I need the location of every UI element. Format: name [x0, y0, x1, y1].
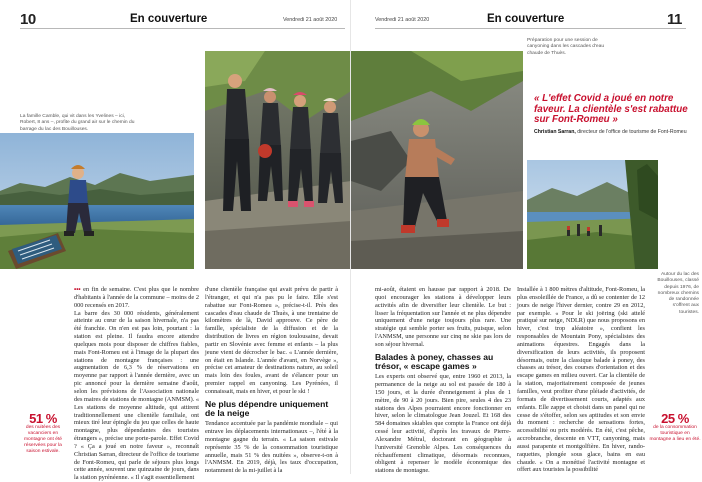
stat-value-left: 51 % — [29, 411, 57, 426]
photo-lake-hikers — [527, 160, 658, 269]
pull-quote-text: « L'effet Covid a joué en notre faveur. La clientèle s'est rabattue sur Font-Romeu » — [534, 93, 688, 126]
dateline-left: Vendredi 21 août 2020 — [283, 17, 338, 23]
photo-caption-left: La famille Camble, qui vit dans les Yvelines – ici, Robert, 8 ans –, profite du grand air sur le chemin du barrage du lac des Bouillouses. — [20, 114, 135, 132]
stat-box-right — [649, 412, 701, 443]
page-number-right: 11 — [667, 11, 682, 28]
photo-canyoning-left — [205, 51, 351, 269]
article-paragraph: Tendance accentuée par la pandémie mondiale – qui entrave les déplacements internationaux –, l'été à la montagne gagne du terrain. « La saison estivale représente 35 % de la consommation touristique annuelle, mais 51 % des nuitées », observe-t-on à l'ANMSM. En 2019, déjà, les taux d'occupation, notamment de la mi-juillet à la — [205, 420, 338, 475]
section-rubric-left: En couverture — [130, 13, 208, 25]
dateline-right: Vendredi 21 août 2020 — [375, 17, 430, 23]
article-paragraph: La barre des 30 000 résidents, généralement atteinte au cœur de la saison hivernale, n'a pas été franchie. On n'en est pas loin, pourtant : la station est pleine. Il faudra encore attendre quelques mois pour disposer de chiffres fiables, mais Font-Romeu est à l'image de la plupart des stations de montagne françaises : une augmentation de 6,3 % de réservations en moyenne par rapport à l'année dernière, avec un pic annoncé pour la dernière semaine d'août, selon les prévisions de l'Association nationale des maires de stations de montagne (ANMSM). « Les stations de moyenne altitude, qui attirent traditionnellement une clientèle familiale, ont mieux tiré leur épingle du jeu que celles de haute montagne, plus dépendantes des touristes étrangers », précise une porte-parole. Effet Covid ? « Ça a joué en notre faveur », reconnaît Christian Sarran, directeur de l'office de tourisme de Font-Romeu, qui parle de séjours plus longs cette année, souvent une quinzaine de jours, dans la station pyrénéenne. « Il s'agit essentiellement — [74, 309, 199, 482]
stat-label-left: des nuitées des vacanciers en montagne ont été réservées pour la saison estivale. — [23, 425, 63, 454]
article-column-3 — [375, 286, 511, 475]
photo-caption-top-right: Préparation pour une session de canyoning dans les cascades d'eau chaude de Thuès. — [527, 38, 605, 56]
pull-quote — [534, 94, 694, 135]
lead-in-dots: ••• — [74, 286, 84, 293]
stat-box-left — [20, 412, 66, 455]
right-page — [351, 0, 702, 474]
article-paragraph: Installée à 1 800 mètres d'altitude, Font-Romeu, la plus ensoleillée de France, a dû se contenter de 12 jours de neige l'hiver dernier, contre 29 en 2012, par exemple. « Pour le ski joëring (ski attelé pratiqué sur neige, NDLR) que nous proposons en hiver, c'est trop aléatoire », confient les responsables de Mountain Pony, spécialistes des animations équestres. Engagés dans la diversification de leurs activités, ils proposent désormais, outre la classique balade à poney, des chasses au trésor, des courses d'orientation et des escape games en milieu ouvert. Car la clientèle de la station, majoritairement composée de jeunes familles, veut profiter d'une pléiade d'activités, de formats de divertissement courts, adaptés aux enfants. Elle zappe et choisit dans un panel qui ne cesse de s'étoffer, selon ses aptitudes et son envie du moment : recherche de sensations fortes, accessibilité ou prix modérés. En été, c'est pêche, accrobranche, descente en VTT, canyoning, mais aussi parapente et montgolfière. En hiver, rando-raquettes, plongée sous glace, bains en eau chaude. « On a monétisé l'activité montagne et offert aux touristes la possibilité — [517, 286, 645, 474]
section-rubric-right: En couverture — [487, 13, 565, 25]
article-column-2 — [205, 286, 338, 475]
article-subheading-right: Balades à poney, chasses au trésor, « escape games » — [375, 351, 494, 371]
pull-quote-source — [534, 129, 694, 135]
article-subheading-left: Ne plus dépendre uniquement de la neige — [205, 398, 329, 419]
article-paragraph: mi-août, étaient en hausse par rapport à 2018. De quoi encourager les stations à développer leurs activités afin de diversifier leur clientèle. Le but : lisser la fréquentation sur l'année et ne plus dépendre uniquement d'une neige toujours plus rare. Une stratégie qui semble porter ses fruits, puisque, selon l'ANMSM, une personne sur cinq ne skie pas lors de son séjour hivernal. — [375, 286, 511, 348]
photo-canyoning-right — [351, 51, 523, 269]
article-column-1 — [74, 286, 199, 482]
article-paragraph: ••• en fin de semaine. C'est plus que le nombre d'habitants à l'année de la commune – moins de 2 000 recensés en 2017. — [74, 286, 199, 309]
stat-value-right: 25 % — [661, 411, 689, 426]
header-rule-left — [20, 28, 345, 29]
article-column-4 — [517, 286, 645, 474]
article-paragraph: d'une clientèle française qui avait prévu de partir à l'étranger, et qui n'a pas pu le faire. Elle s'est rabattue sur Font-Romeu », précise-t-il. Près des cascades d'eau chaude de Thuès, à une trentaine de kilomètres de là, David approuve. Ce père de famille, spécialiste de la diffusion et de la distribution de livres en région toulousaine, devait partir en Slovénie avec femme et enfants – la plus jeune vient de décrocher le bac. « L'année dernière, on était en Islande. L'année d'avant, en Norvège », précise cet amateur de destinations nature, au soleil mais loin des foules, avant de s'élancer pour un premier rappel en canyoning. Les Pyrénées, il connaissait, mais en hiver, et pour le ski ! — [205, 286, 338, 395]
quote-role: directeur de l'office de tourisme de Font-Romeu — [577, 128, 687, 135]
article-paragraph: Les experts ont observé que, entre 1960 et 2013, la permanence de la neige au sol est passée de 180 à 150 jours, et la durée d'enneigement à plus de 1 mètre, de 90 à 20 jours. Bien pire, seules 4 des 23 stations des Alpes pourraient encore fonctionner en hiver, selon le climatologue Jean Jouzel. Et 168 des 584 domaines skiables que compte la France ont déjà cessé leur activité, d'après les travaux de Pierre-Alexandre Métral, doctorant en géographie à l'université Grenoble Alpes. Les conséquences du réchauffement climatique, désormais reconnues, obligent à repenser le modèle économique des stations de montagne. — [375, 373, 511, 475]
photo-caption-side-right: Autour du lac des Bouillouses, classé depuis 1976, de nombreux chemins de randonnée s'offrent aux touristes. — [657, 272, 699, 315]
quote-author: Christian Sarran, — [534, 128, 576, 135]
photo-lake-family — [0, 133, 194, 269]
header-rule-right — [375, 28, 686, 29]
page-number-left: 10 — [20, 11, 36, 28]
stat-label-right: de la consommation touristique en montagne a lieu en été. — [649, 425, 701, 442]
